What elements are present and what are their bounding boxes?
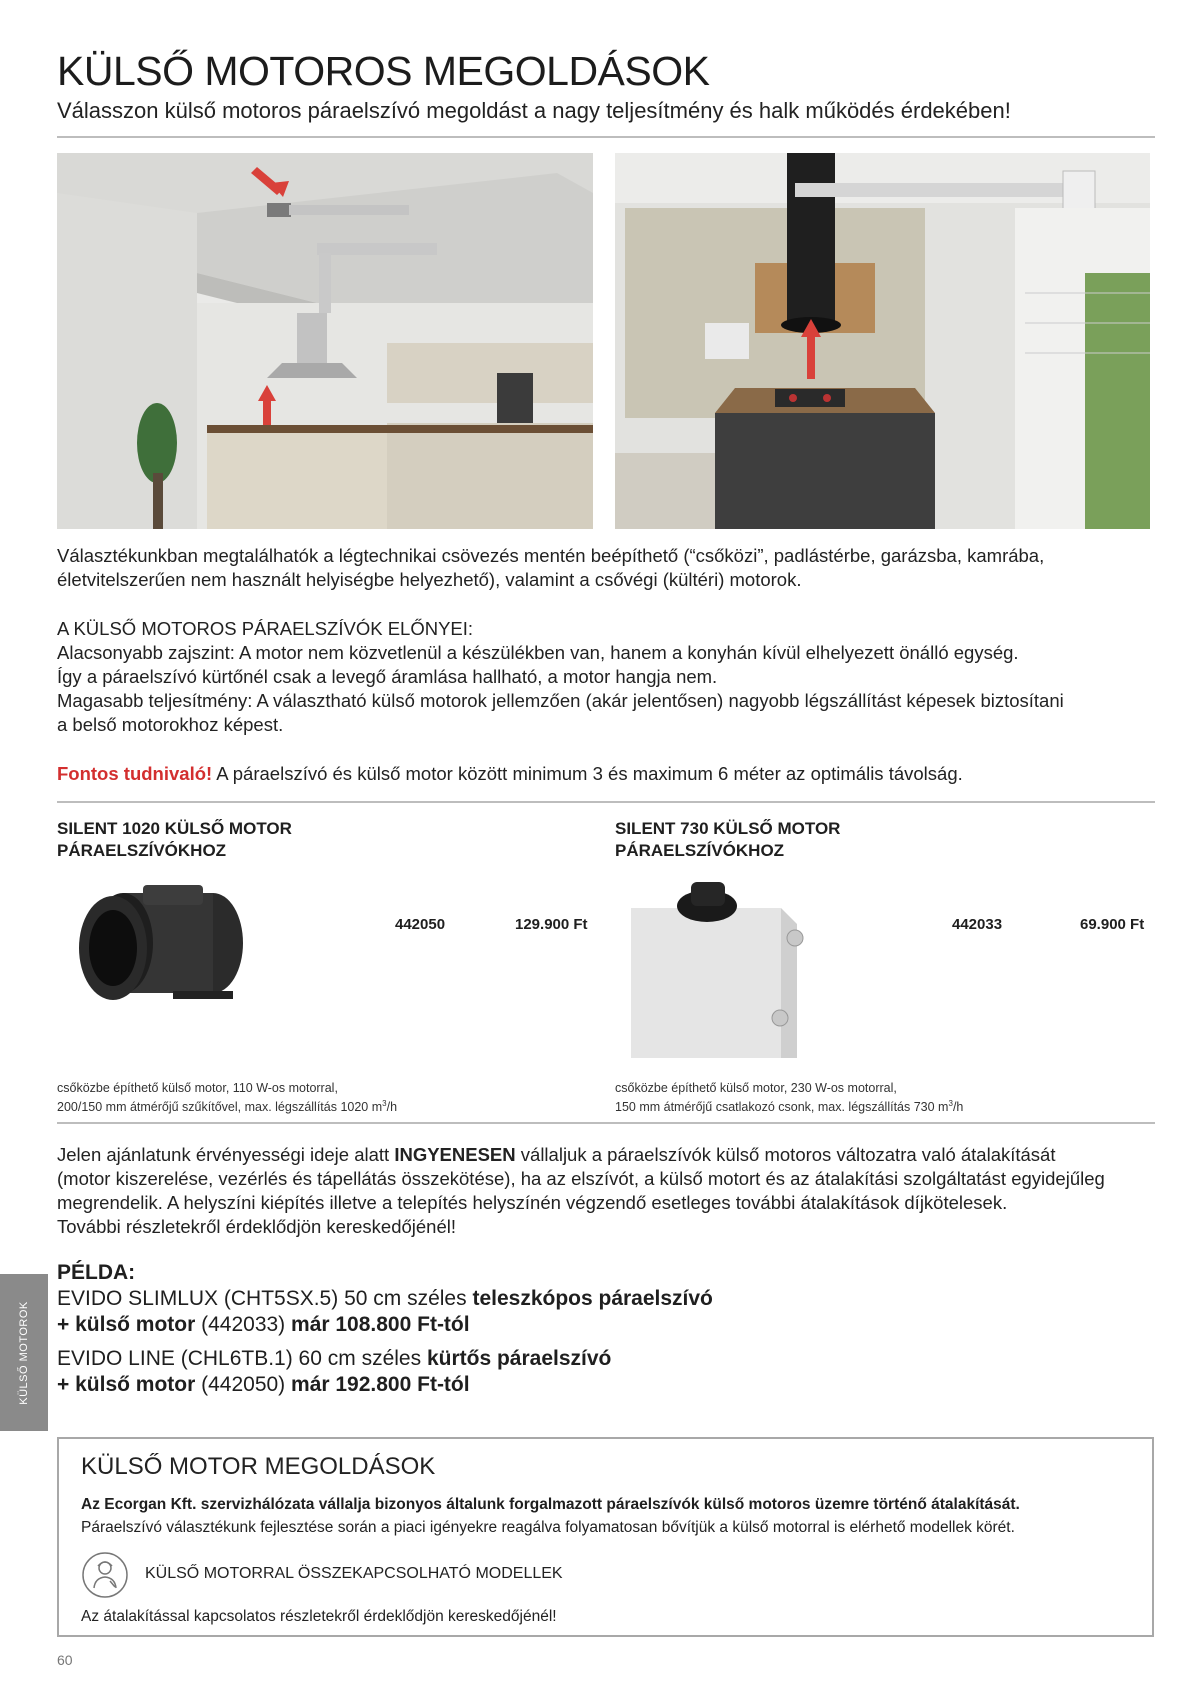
example-plus: + külső motor: [57, 1373, 196, 1396]
notice: [57, 762, 1157, 786]
example-1-line: [57, 1286, 1157, 1312]
product-image-box-motor: [615, 868, 815, 1068]
product-desc-line: csőközbe építhető külső motor, 110 W-os motorral,: [57, 1081, 338, 1095]
desc-text: /h: [952, 1100, 964, 1115]
desc-text: 150 mm átmérőjű csatlakozó csonk, max. légszállítás 730 m: [615, 1100, 949, 1115]
example-2-line: [57, 1346, 1157, 1372]
offer-line: megrendelik. A helyszíni kiépítés illetve a telepítés helyszínén végzendő esetleges további átalakítások díjkötelesek.: [57, 1192, 1008, 1213]
product-card-silent-1020: [57, 818, 597, 1118]
info-box-badge-label: KÜLSŐ MOTORRAL ÖSSZEKAPCSOLHATÓ MODELLEK: [145, 1565, 563, 1582]
example-code: (442033): [195, 1313, 292, 1336]
page-subtitle: Válasszon külső motoros páraelszívó megoldást a nagy teljesítmény és halk működés érdekében!: [57, 98, 1011, 123]
example-2-line: [57, 1372, 1157, 1398]
intro-line: életvitelszerűen nem használt helyiségbe helyezhető), valamint a csővégi (kültéri) motorok.: [57, 569, 802, 590]
example-plus: + külső motor: [57, 1313, 196, 1336]
offer-text: [57, 1143, 1157, 1239]
info-box: [57, 1437, 1154, 1637]
spacer: [57, 1338, 1157, 1346]
product-title-line: PÁRAELSZÍVÓKHOZ: [615, 841, 785, 860]
product-description: [615, 1080, 963, 1115]
advantages-block: [57, 617, 1157, 737]
offer-line: További részletekről érdeklődjön kereskedőjénél!: [57, 1216, 457, 1237]
offer-free-label: INGYENESEN: [394, 1144, 516, 1165]
intro-text: [57, 544, 1157, 592]
page-title: KÜLSŐ MOTOROS MEGOLDÁSOK: [57, 48, 710, 94]
divider: [57, 136, 1155, 138]
info-box-title: KÜLSŐ MOTOR MEGOLDÁSOK: [81, 1453, 436, 1480]
advantages-heading: A KÜLSŐ MOTOROS PÁRAELSZÍVÓK ELŐNYEI:: [57, 618, 474, 639]
desc-text: 200/150 mm átmérőjű szűkítővel, max. légszállítás 1020 m: [57, 1100, 383, 1115]
advantages-line: a belső motorokhoz képest.: [57, 714, 284, 735]
example-text: EVIDO LINE (CHL6TB.1) 60 cm széles: [57, 1347, 427, 1370]
example-code: (442050): [195, 1373, 292, 1396]
offer-line: [57, 1143, 1157, 1167]
notice-label: Fontos tudnivaló!: [57, 763, 213, 784]
desc-sup: 3: [382, 1099, 387, 1108]
desc-sup: 3: [948, 1099, 953, 1108]
product-description: [57, 1080, 397, 1115]
product-title-line: SILENT 1020 KÜLSŐ MOTOR: [57, 819, 292, 838]
divider: [57, 801, 1155, 803]
page-number: 60: [57, 1652, 73, 1668]
side-tab-label: KÜLSŐ MOTOROK: [18, 1300, 30, 1405]
kitchen-illustration-left: [57, 153, 593, 529]
product-desc-line: [57, 1096, 397, 1115]
example-price: már 192.800 Ft-tól: [291, 1373, 470, 1396]
product-title: [57, 818, 292, 862]
product-title-line: PÁRAELSZÍVÓKHOZ: [57, 841, 227, 860]
info-box-footer: Az átalakítással kapcsolatos részletekről érdeklődjön kereskedőjénél!: [81, 1608, 557, 1625]
product-desc-line: [615, 1096, 963, 1115]
product-title: [615, 818, 840, 862]
example-block: [57, 1260, 1157, 1398]
info-box-bold-line: Az Ecorgan Kft. szervizhálózata vállalja bizonyos általunk forgalmazott páraelszívók külső motoros üzemre történő átalakítását.: [81, 1496, 1020, 1513]
product-price: 129.900 Ft: [515, 916, 588, 933]
intro-line: Választékunkban megtalálhatók a légtechnikai csövezés mentén beépíthető (“csőközi”, padlástérbe, garázsba, kamrába,: [57, 545, 1045, 566]
product-code: 442033: [952, 916, 1003, 933]
product-card-silent-730: [615, 818, 1155, 1118]
advantages-line: Alacsonyabb zajszint: A motor nem közvetlenül a készülékben van, hanem a konyhán kívül elhelyezett önálló egység.: [57, 642, 1019, 663]
info-box-text: Páraelszívó választékunk fejlesztése során a piaci igényekre reagálva folyamatosan bővítjük a külső motorral is elérhető modellek körét.: [81, 1519, 1015, 1536]
desc-text: /h: [386, 1100, 398, 1115]
example-text: EVIDO SLIMLUX (CHT5SX.5) 50 cm széles: [57, 1287, 473, 1310]
offer-text-part: vállaljuk a páraelszívók külső motoros változatra való átalakítását: [515, 1144, 1056, 1165]
example-1-line: [57, 1312, 1157, 1338]
section-side-tab: [0, 1274, 48, 1431]
product-desc-line: csőközbe építhető külső motor, 230 W-os motorral,: [615, 1081, 897, 1095]
product-title-line: SILENT 730 KÜLSŐ MOTOR: [615, 819, 841, 838]
notice-text: A páraelszívó és külső motor között minimum 3 és maximum 6 méter az optimális távolság.: [212, 763, 963, 784]
example-type: teleszkópos páraelszívó: [472, 1287, 713, 1310]
kitchen-illustration-right: [615, 153, 1150, 529]
example-heading: [57, 1260, 1157, 1286]
product-code: 442050: [395, 916, 446, 933]
product-price: 69.900 Ft: [1080, 916, 1145, 933]
example-heading-text: PÉLDA:: [57, 1261, 136, 1284]
example-type: kürtős páraelszívó: [426, 1347, 612, 1370]
product-image-inline-fan: [63, 873, 263, 1023]
offer-text-part: Jelen ajánlatunk érvényességi ideje alatt: [57, 1144, 395, 1165]
example-price: már 108.800 Ft-tól: [291, 1313, 470, 1336]
offer-line: (motor kiszerelése, vezérlés és tápellátás összekötése), ha az elszívót, a külső motort és az átalakítási szolgáltatást egyidejűleg: [57, 1168, 1105, 1189]
advantages-line: Így a páraelszívó kürtőnél csak a levegő áramlása hallható, a motor hangja nem.: [57, 666, 718, 687]
technician-icon: [81, 1551, 129, 1599]
advantages-line: Magasabb teljesítmény: A választható külső motorok jellemzően (akár jelentősen) nagyobb légszállítást képesek biztosítani: [57, 690, 1064, 711]
divider: [57, 1122, 1155, 1124]
